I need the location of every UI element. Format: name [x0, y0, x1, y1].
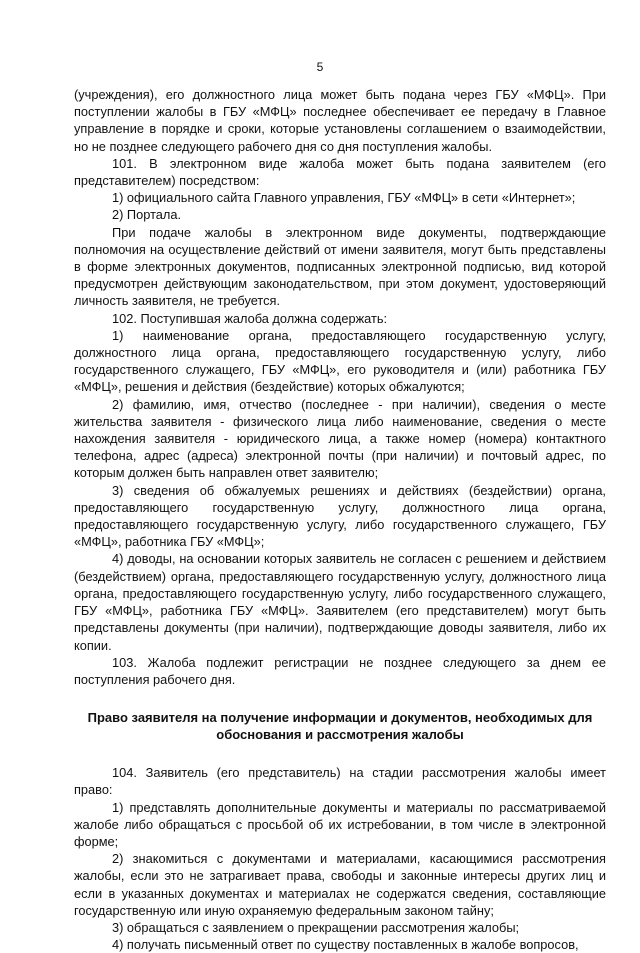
- paragraph-102: 102. Поступившая жалоба должна содержать:: [112, 310, 388, 326]
- page-number: 5: [316, 60, 324, 74]
- paragraph-continuation: (учреждения), его должностного лица может быть подана через ГБУ «МФЦ». При поступлении жалобы в ГБУ «МФЦ» последнее обеспечивает ее передачу в Главное управление в порядке и сроки, которые установлены соглашением о взаимодействии, но не позднее следующего рабочего дня со дня поступления жалобы.: [74, 87, 606, 154]
- list-item-101-2: 2) Портала.: [112, 207, 182, 223]
- list-item-102-2: 2) фамилию, имя, отчество (последнее - при наличии), сведения о месте жительства заявителя - физического лица либо наименование, сведения о месте нахождения заявителя - юридического лица, а также номер (номера) контактного телефона, адрес (адреса) электронной почты (при наличии) и почтовый адрес, по которым должен быть направлен ответ заявителю;: [74, 396, 606, 481]
- list-item-102-4: 4) доводы, на основании которых заявитель не согласен с решением и действием (бездействием) органа, предоставляющего государственную услугу, должностного лица органа, предоставляющего государственную услугу, либо государственного служащего, ГБУ «МФЦ», работника ГБУ «МФЦ». Заявителем (его представителем) могут быть представлены документы (при наличии), подтверждающие доводы заявителя, либо их копии.: [74, 551, 606, 653]
- list-item-102-3: 3) сведения об обжалуемых решениях и действиях (бездействии) органа, предоставляющего государственную услугу, должностного лица органа, предоставляющего государственную услугу, либо государственного служащего, ГБУ «МФЦ», работника ГБУ «МФЦ»;: [74, 482, 606, 550]
- list-item-104-3: 3) обращаться с заявлением о прекращении рассмотрения жалобы;: [112, 919, 520, 935]
- list-item-104-1: 1) представлять дополнительные документы и материалы по рассматриваемой жалобе либо обращаться с просьбой об их истребовании, в том числе в электронной форме;: [74, 799, 606, 849]
- paragraph-101: 101. В электронном виде жалоба может быть подана заявителем (его представителем) посредством:: [74, 155, 606, 189]
- paragraph-104: 104. Заявитель (его представитель) на стадии рассмотрения жалобы имеет право:: [74, 765, 606, 798]
- section-heading: Право заявителя на получение информации и документов, необходимых для обоснования и рассмотрения жалобы: [87, 710, 593, 743]
- list-item-104-2: 2) знакомиться с документами и материалами, касающимися рассмотрения жалобы, если это не затрагивает права, свободы и законные интересы других лиц и если в указанных документах и материалах не содержатся сведения, составляющие государственную или иную охраняемую федеральным законом тайну;: [74, 851, 606, 918]
- document-body: [74, 86, 606, 953]
- list-item-101-1: 1) официального сайта Главного управления, ГБУ «МФЦ» в сети «Интернет»;: [112, 190, 576, 206]
- list-item-102-1: 1) наименование органа, предоставляющего государственную услугу, должностного лица органа, предоставляющего государственную услугу, либо государственного служащего, ГБУ «МФЦ», его руководителя и (или) работника ГБУ «МФЦ», решения и действия (бездействие) которых обжалуются;: [74, 327, 606, 395]
- paragraph-electronic-documents: При подаче жалобы в электронном виде документы, подтверждающие полномочия на осуществление действий от имени заявителя, могут быть представлены в форме электронных документов, подписанных электронной подписью, вид которой предусмотрен действующим законодательством, при этом документ, удостоверяющий личность заявителя, не требуется.: [74, 224, 606, 309]
- paragraph-103: 103. Жалоба подлежит регистрации не позднее следующего за днем ее поступления рабочего дня.: [74, 654, 606, 687]
- list-item-104-4: 4) получать письменный ответ по существу поставленных в жалобе вопросов,: [112, 937, 579, 953]
